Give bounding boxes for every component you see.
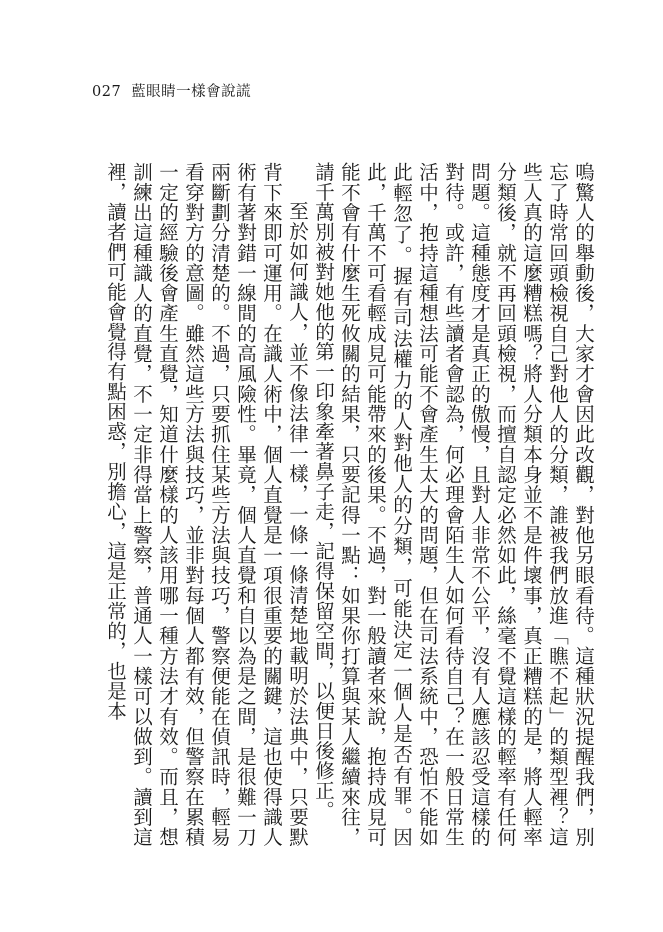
paragraph: 嗚驚人的舉動後，大家才會因此改觀，對他另眼看待。這種狀況提醒我們，別忘了時常回頭檢視自己對他人的分類，誰被我們放進「瞧不起」的類型裡？這些人真的這麼糟糕嗎？將人分類本身並不是件壞事，真正糟糕的是，將人輕率分類後，就不再回頭檢視，而擅自認定必然如此，絲毫不覺這樣的輕率有任何問題。這種態度才是真正的傲慢，且對人非常不公平，沒有人應該忍受這樣的對待。或許，有些讀者會認為，何必理會陌生人如何看待自己？在一般日常生活中，抱持這種想法可能不會產生太大的問題，但在司法系統中，恐怕不能如此輕忽了。握有司法權力的人對他人的分類，可能決定一個人是否有罪。因此，千萬不可看輕成見可能帶來的後果。不過，對一般讀者來說，抱持成見可能不會有什麼生死攸關的結果，只要記得一點：如果你打算與某人繼續來往，請千萬別被對她他的第一印象牽著鼻子走，記得保留空間，以便日後修正。	[312, 162, 595, 847]
running-header	[92, 80, 251, 101]
running-title: 藍眼睛一樣會說謊	[131, 84, 252, 100]
page-number: 027	[92, 84, 122, 100]
paragraph: 至於如何識人，並不像法律一樣，一條一條清楚地載明於法典中，只要默背下來即可運用。在識人術中，個人直覺是一項很重要的關鍵，這也使得識人術有著對錯一線間的高風險性。畢竟，個人直覺和自以為是之間，是很難一刀兩斷劃分清楚的。不過，只要抓住某些方法與技巧，警察便能在偵訊時，輕易看穿對方的意圖。雖然這些方法與技巧，並非對每個人都有效，但警察在累積一定的經驗後會產生直覺，知道什麼樣的人該用哪一種方法才有效。而且，想訓練出這種識人的直覺，不一定非得當上警察，普通人一樣可以做到。讀到這裡，讀者們可能會覺得有點困惑，別擔心，這是正常的，也是本	[104, 162, 309, 847]
vertical-body-text	[71, 162, 596, 847]
